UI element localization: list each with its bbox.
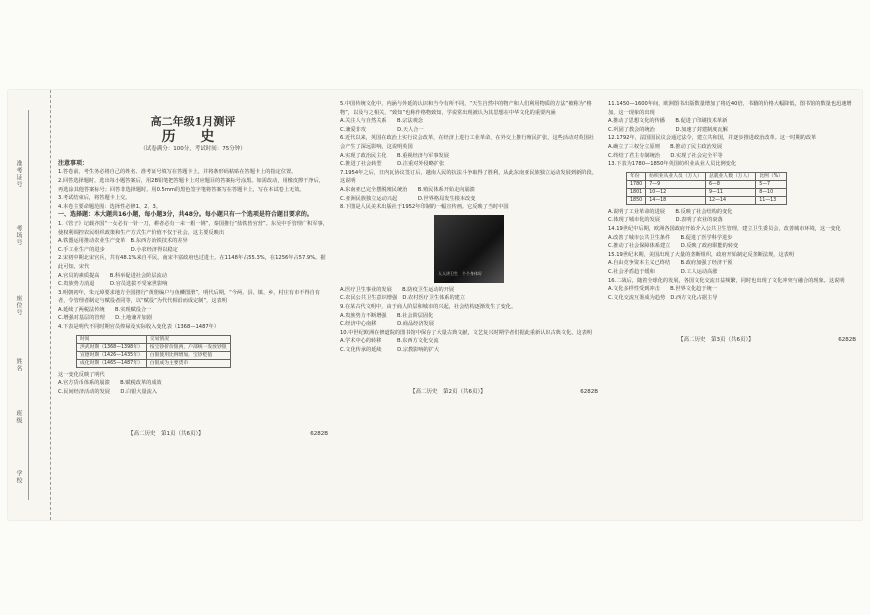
answer-options: C.社会矛盾趋于缓和 D.工人运动高涨 [608,268,718,275]
answer-options: A.官方货币体系的崩溃 B.赋税改革的成效 [58,380,162,387]
table-cell: 7—9 [646,180,706,188]
table-cell: 5—7 [756,180,787,188]
question-text: 3.明朝初年，朱元璋要求地方全国推行“黄册编户与鱼鳞图册”，明代后期，“今两、县、镇、乡，村庄有市不得自有者，令管理者制定与赋役者同等，以“赋役”为代代相沿而成定制”，这表明 [58,289,321,305]
exam-subject: 历 史 [161,128,225,145]
question-text: 6.近代以来，英国在政治上实行议会改革，在经济上进行工业革命，在外交上推行殖民扩张，这些活动对英国社会产生了深远影响，这说明英国 [340,135,594,150]
poster-caption: 人人讲卫生 个个身体好 [438,271,482,277]
table-cell: 总就业人数（万人） [706,172,756,180]
answer-options: C.农民公共卫生意识增强 D.农村医疗卫生体系的建立 [340,295,466,302]
note-item: 3.考试结束后，将答题卡上交。 [58,195,131,202]
textile-table [626,172,787,205]
table-cell: 比例（%） [756,172,787,180]
answer-options: A.说明了工业革命的进展 B.反映了社会结构的变化 [608,208,733,215]
question-text: 1.《管子》记载齐国“一女必有一针一刀，耕者必有一耒一耜一铫”，秦国推行“盐铁皆官营”。东吴中手管理广积军事，使权利调控农民组织政策和生产方式生产价值不仅于社会，这主要反映出 [58,220,328,236]
answer-options: C.增强对基层的管理 D.土地兼并加剧 [58,315,152,322]
question-text: 8.下图是人民美术出版社于1952年印制的一幅宣传画。它反映了当时中国 [340,204,509,211]
question-list [608,100,856,302]
question-text: 2.宋初中期北宋官兵，共有48.1%来自平民，南宋丰富政府也过进士，在1148年占55.3%，在1256年占57.9%。据此可知，宋代 [58,255,326,270]
paper-code: 6282B [838,337,856,344]
binding-label-ticket: 准考证号 [15,160,22,188]
answer-options: C.经济中心南移 D.商品经济发展 [340,321,434,328]
question-text: 这一变化反映了明代 [58,371,105,378]
paper-code: 6282B [310,431,328,438]
page-2 [340,100,598,396]
question-text: 15.19世纪末期，美国出现了大量的垄断组织，政府开始制定反垄断法规，这表明 [608,251,795,258]
question-text: 11.1450—1600年间，欧洲图书出版数量增加了将近40倍，书籍的价格大幅降低，图书馆的数量也迅速增加，这一现象的出现 [608,101,852,116]
page-3 [608,100,856,344]
answer-options: C.亚洲民族独立运动兴起 D.世界格局发生根本改变 [340,195,476,202]
answer-options: A.自由竞争资本主义已终结 B.政府加强了经济干预 [608,260,733,267]
page-number: 【高二历史 第3页（共6页）】 [678,337,754,344]
page-number: 【高二历史 第1页（共6页）】 [128,431,204,438]
table-cell: 宣德时期（1426—1435年） [77,351,147,359]
question-text: 7.1954年之后，日内瓦协议签订后，越南人民的抗法斗争取得了胜利，从此东南亚民族独立运动发展到新阶段。这说明 [340,169,597,185]
note-item: 4.本卷主要命题范围：选择性必修1、2、3。 [58,203,162,210]
note-item: 1.答卷前，考生务必将自己的姓名、准考证号填写在答题卡上，并将条形码粘贴在答题卡上的指定位置。 [58,169,297,176]
answer-options: C.兼爱非攻 D.天人合一 [340,126,424,133]
answer-options: A.推动了思想文化的传播 B.促进了印刷技术革新 [608,118,728,125]
answer-options: A.铁器运用推动农业生产变革 B.东西方冶铁技术的差异 [58,238,188,245]
binding-strip [8,90,51,520]
question-text: 5.中国传统文化中，内涵与外延的认识和当今有所不同，“天生自然中的物产和人们利用物质的方法”被称为“格物”，以及与之相关，“致知”也称作格物致知，学说常出现被认为其思想在中华文化的重要内涵 [340,101,592,116]
question-text: 13.下表为1780—1850年英国纺织业从业人员比例变化 [608,161,737,168]
binding-label-room: 考场号 [15,225,22,246]
answer-options: A.东南亚已完全摆脱殖民统治 B.殖民体系开始走向崩溃 [340,186,475,193]
answer-options: C.文化传承的延续 D.宗教影响的扩大 [340,346,440,353]
answer-options: A.关注人与自然关系 B.宗法观念 [340,118,423,125]
answer-options: C.民间经济活动的发展 D.白银大量流入 [58,388,158,395]
answer-options: A.医疗卫生事业的发展 B.防疫卫生运动的开展 [340,286,455,293]
exam-title: 高二年级1月测评 [150,115,236,128]
answer-options: A.确立了三权分立原则 B.推动了民主政治发展 [608,143,723,150]
answer-options: A.实现了政治民主化 B.重视经济与军事发展 [340,152,449,159]
answer-options: A.改善了城市公共卫生条件 B.促进了医学科学进步 [608,234,733,241]
question-text: 9.在某古代文明中，由于商人阶层和城市的兴起，社会结构逐渐发生了变化。 [340,303,517,310]
table-cell: 9—11 [706,188,756,196]
answer-options: A.贵族势力不断增强 B.社会阶层固化 [340,312,434,319]
table-cell: 1850 [627,196,646,204]
page-1 [58,100,328,438]
question-text: 10.中世纪欧洲在修道院的图书馆中保存了大量古典文献，文艺复兴时期学者们据此重新认识古典文化。这表明 [340,329,593,336]
question-text: 4.下表是明代不同时期官员俸禄及实际收入变化表（1368—1487年） [58,324,220,331]
price-table [76,335,231,368]
table-cell: 1780 [627,180,646,188]
table-cell: 14—18 [646,196,706,204]
answer-options: C.终结了君主专制统治 D.实现了社会完全平等 [608,152,723,159]
question-list [58,220,328,397]
table-cell: 白银使用比例增加，宝钞贬值 [146,351,230,359]
answer-options: A.文化多样性受到冲击 B.世界文化趋于统一 [608,286,717,293]
note-item: 2.回答选择题时，选出每小题答案后，用2B铅笔把答题卡上对应题目的答案标号涂黑。如需改动，用橡皮擦干净后，再选涂其他答案标号；回答非选择题时，用0.5mm的黑色签字笔将答案写在答题卡上，写在本试卷上无效。 [58,177,324,193]
table-cell: 8—10 [756,188,787,196]
question-text: 16.二战后，随着全球化的发展，各国文化交流日益频繁，同时也出现了文化冲突与融合的现象。这说明 [608,277,845,284]
answer-options: A.学术中心的转移 B.东西方文化交流 [340,338,439,345]
answer-options: C.推动了社会保障体系建立 D.反映了政府职能的转变 [608,243,739,250]
binding-label-class: 班级 [15,410,22,424]
answer-options: A.延续了两税法传统 B.实现赋役合一 [58,306,152,313]
table-cell: 10—12 [646,188,706,196]
table-cell: 6—8 [706,180,756,188]
answer-options: C.贵族势力消退 D.官员选拔不受家世影响 [58,281,168,288]
exam-sheet [8,90,862,520]
table-cell: 时间 [77,335,147,343]
answer-options: C.巩固了教会的统治 D.加速了封建制度瓦解 [608,126,728,133]
question-text: 14.19世纪中后期，欧洲各国政府开始介入公共卫生管理，建立卫生委员会，改善城市环境，这一变化 [608,225,841,232]
table-cell: 成化时期（1465—1487年） [77,359,147,367]
answer-options: C.文化交流互鉴成为趋势 D.西方文化占据主导 [608,294,718,301]
page-number: 【高二历史 第2页（共6页）】 [410,389,486,396]
question-text: 12.1792年，法国国民议会通过法令，建立共和国，并逐步推进政治改革。这一时期的改革 [608,135,817,142]
binding-line [28,110,29,500]
answer-options: C.手工业生产的进步 D.小农经济得以稳定 [58,246,178,253]
section-heading: 一、选择题：本大题共16小题，每小题3分，共48分。每小题只有一个选项是符合题目要求的。 [58,211,313,219]
table-cell: 按宝钞折价银两，户部统一发放钞银 [146,343,230,351]
table-cell: 年份 [627,172,646,180]
table-cell: 11—13 [756,196,787,204]
paper-code: 6282B [580,389,598,396]
table-cell: 纺织业从业人员（万人） [646,172,706,180]
table-cell: 交易情况 [146,335,230,343]
answer-options: A.官员的素质提高 B.科举促进社会阶层流动 [58,272,167,279]
binding-label-name: 姓名 [15,358,22,372]
answer-options: C.体现了城市化的发展 D.表明了农业的衰落 [608,217,723,224]
binding-label-seat: 座位号 [15,295,22,316]
binding-label-school: 学校 [15,470,22,484]
question-list [340,100,598,354]
propaganda-poster-image [434,215,504,283]
answer-options: C.推进了社会转型 D.注重对外侵略扩张 [340,161,445,168]
exam-note: （试卷满分：100分，考试时间：75分钟） [140,146,246,153]
table-cell: 洪武时期（1368—1398年） [77,343,147,351]
table-cell: 白银成为主要货币 [146,359,230,367]
table-cell: 12—14 [706,196,756,204]
notes-heading: 注意事项： [58,159,89,167]
table-cell: 1801 [627,188,646,196]
